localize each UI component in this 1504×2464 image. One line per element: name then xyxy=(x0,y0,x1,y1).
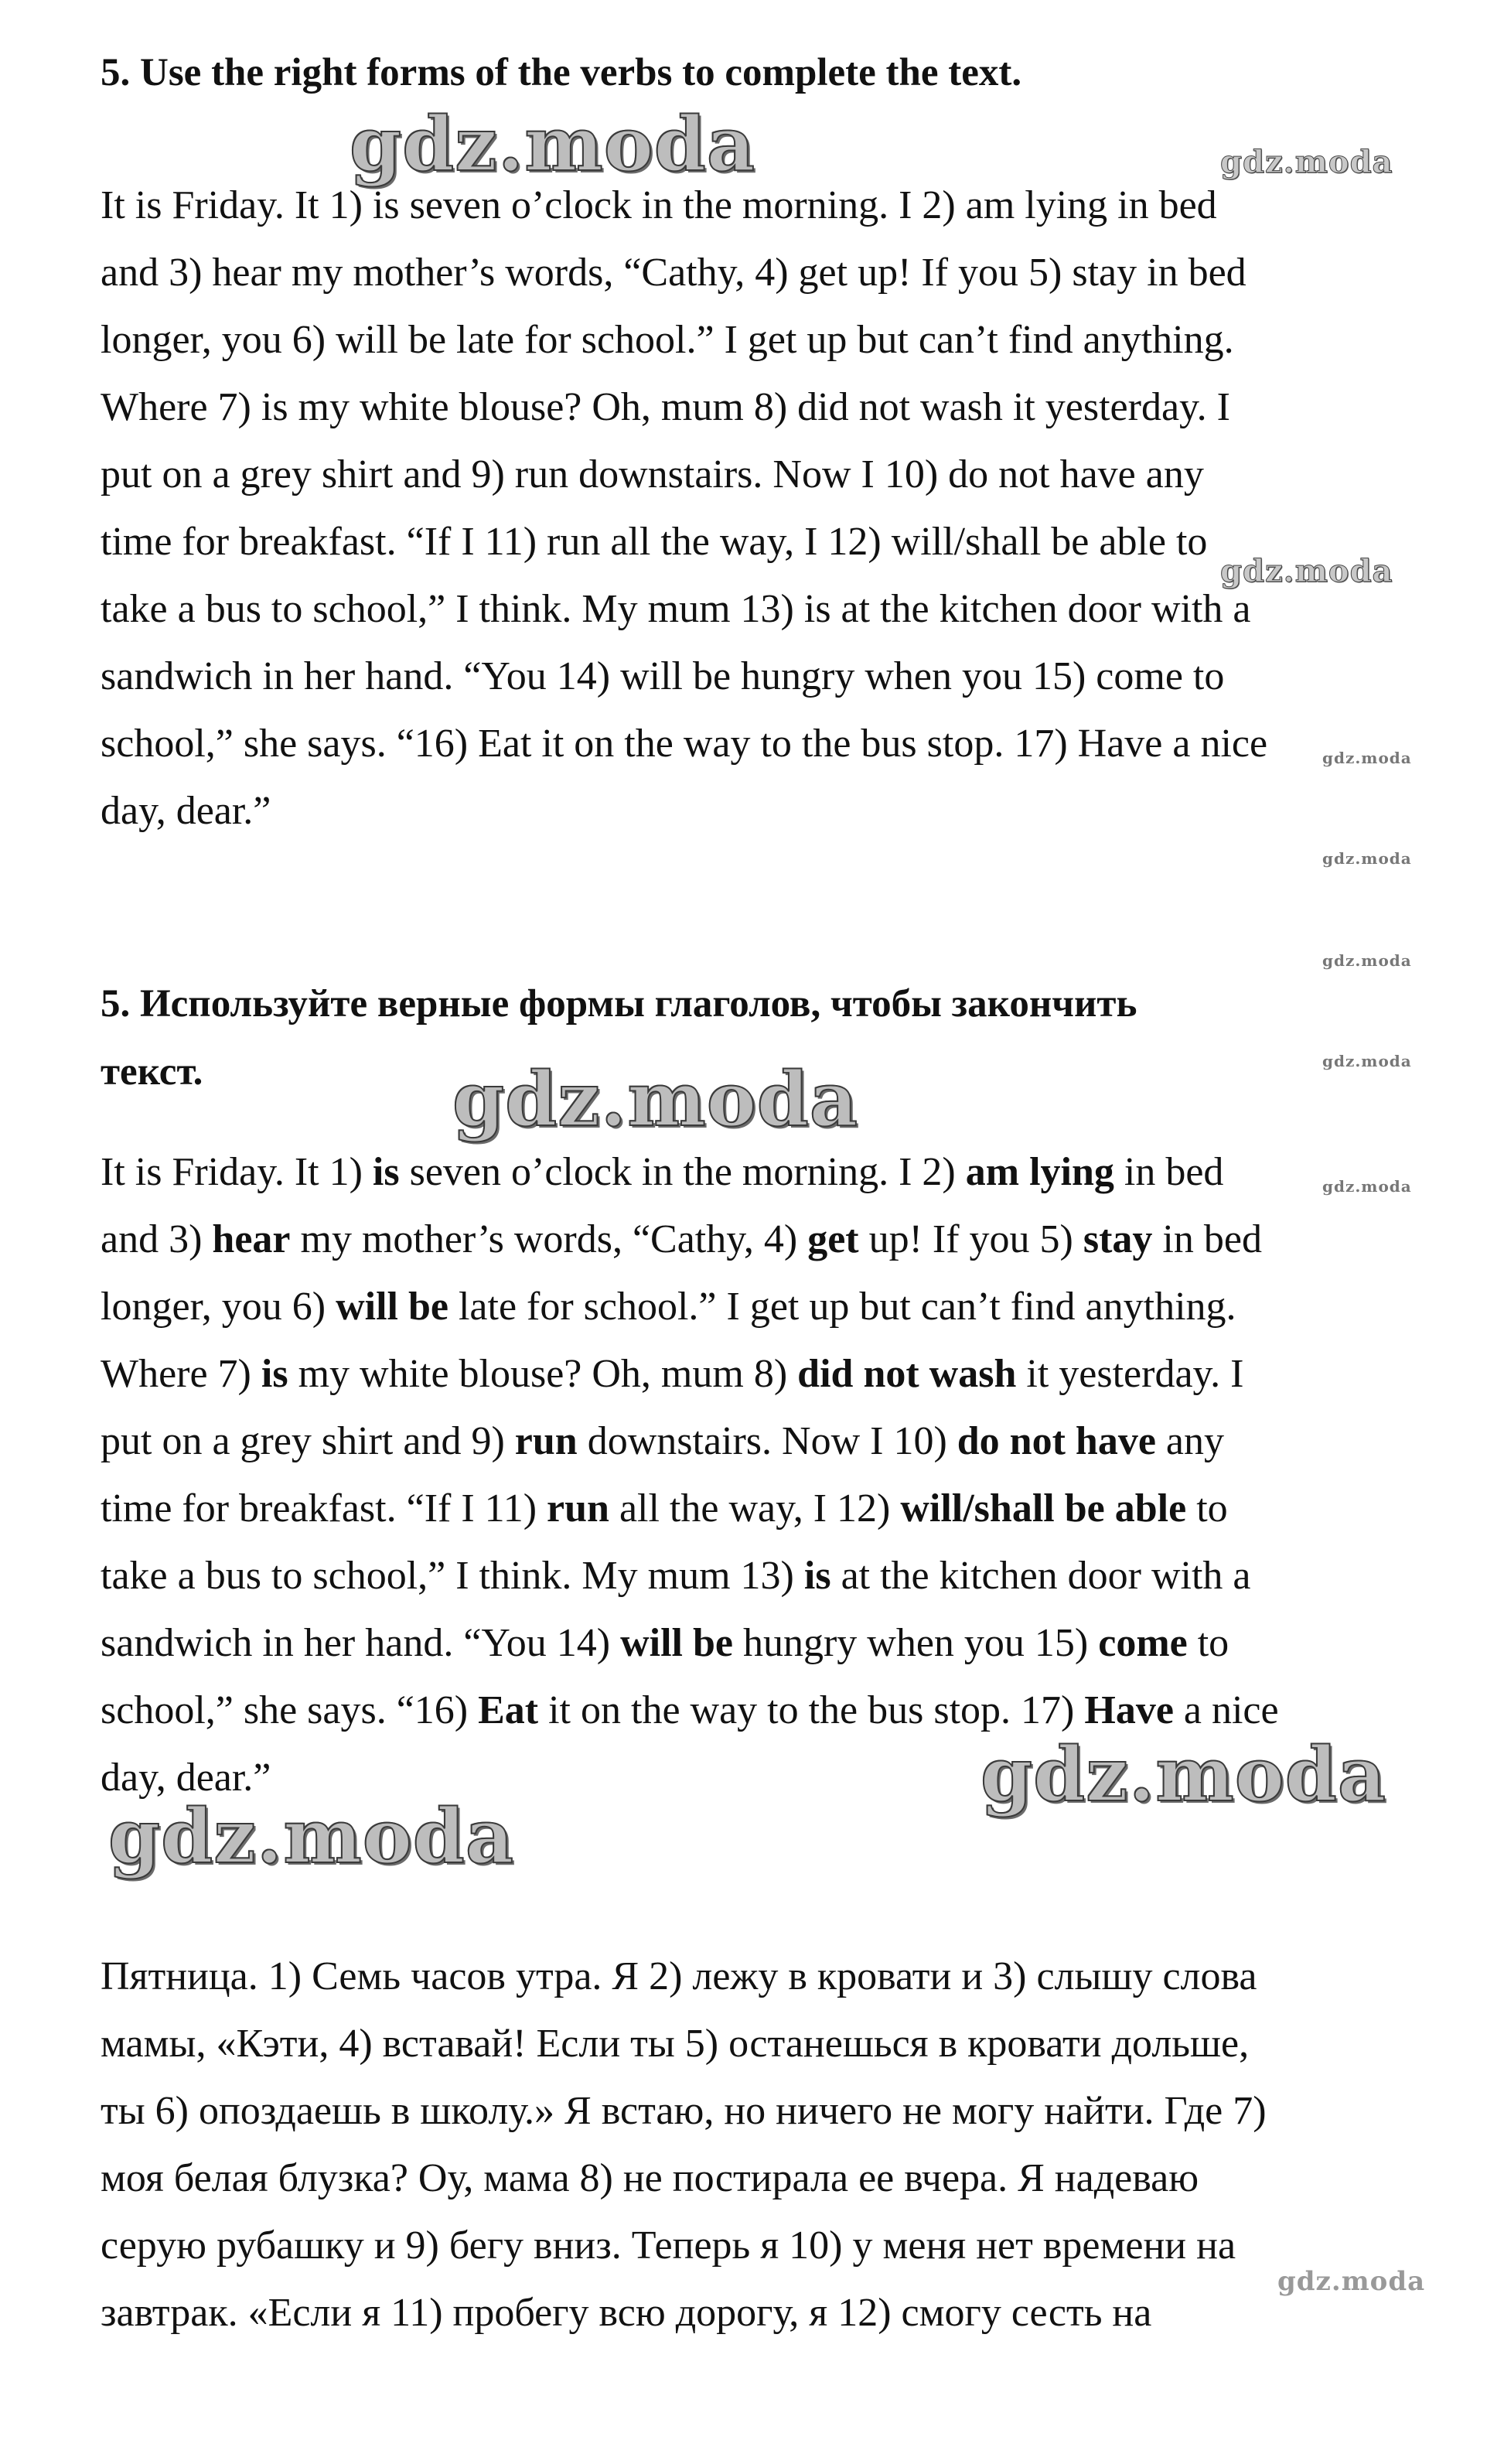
answer-verb: will/shall be able xyxy=(900,1486,1187,1531)
text-segment: all the way, I 12) xyxy=(609,1486,901,1531)
text-line xyxy=(101,1408,1431,1475)
text-segment: it yesterday. I xyxy=(1016,1352,1244,1396)
text-segment: It is Friday. It 1) xyxy=(101,1150,373,1194)
task-heading-ru xyxy=(101,970,1384,1106)
text-line: моя белая блузка? Оу, мама 8) не постирала ее вчера. Я надеваю xyxy=(101,2156,1199,2200)
text-line xyxy=(101,1744,1431,1811)
answer-verb: Have xyxy=(1084,1688,1174,1732)
answer-verb: is xyxy=(372,1150,400,1194)
answer-verb: do not have xyxy=(957,1419,1156,1463)
text-segment: sandwich in her hand. “You 14) xyxy=(101,1621,621,1665)
watermark-logo: gdz.moda xyxy=(1322,1177,1412,1196)
text-segment: to xyxy=(1187,1621,1229,1665)
text-segment: any xyxy=(1155,1419,1225,1463)
watermark-logo: gdz.moda xyxy=(1277,2266,1426,2297)
watermark-logo: gdz.moda xyxy=(1322,849,1412,868)
text-segment: time for breakfast. “If I 11) xyxy=(101,1486,547,1531)
text-segment: seven o’clock in the morning. I 2) xyxy=(399,1150,966,1194)
text-line xyxy=(101,1542,1431,1609)
text-line xyxy=(101,1138,1431,1206)
text-segment: my white blouse? Oh, mum 8) xyxy=(288,1352,798,1396)
watermark-logo: gdz.moda xyxy=(980,1731,1387,1818)
task-heading-ru-line1: 5. Используйте верные формы глаголов, чтобы закончить xyxy=(101,982,1137,1026)
text-segment: downstairs. Now I 10) xyxy=(577,1419,957,1463)
watermark-logo: gdz.moda xyxy=(350,101,756,188)
task-text-en xyxy=(101,172,1431,845)
answer-verb: come xyxy=(1098,1621,1188,1665)
text-line: Пятница. 1) Семь часов утра. Я 2) лежу в кровати и 3) слышу слова xyxy=(101,1954,1257,1998)
answer-verb: get xyxy=(807,1217,859,1261)
text-segment: my mother’s words, “Cathy, 4) xyxy=(290,1217,808,1261)
text-line xyxy=(101,1677,1431,1744)
text-segment: day, dear.” xyxy=(101,1756,271,1800)
text-line: take a bus to school,” I think. My mum 13) is at the kitchen door with a xyxy=(101,587,1251,631)
answer-verb: is xyxy=(803,1554,831,1598)
answer-verb: Eat xyxy=(478,1688,539,1732)
watermark-logo: gdz.moda xyxy=(1322,1052,1412,1070)
text-segment: Where 7) xyxy=(101,1352,261,1396)
text-line: put on a grey shirt and 9) run downstairs. Now I 10) do not have any xyxy=(101,452,1204,497)
text-line: school,” she says. “16) Eat it on the way to the bus stop. 17) Have a nice xyxy=(101,722,1268,766)
text-segment: at the kitchen door with a xyxy=(830,1554,1251,1598)
text-segment: up! If you 5) xyxy=(858,1217,1083,1261)
answer-text-en xyxy=(101,1138,1431,1811)
watermark-logo: gdz.moda xyxy=(1322,749,1412,767)
text-line xyxy=(101,1340,1431,1408)
text-segment: in bed xyxy=(1114,1150,1224,1194)
text-segment: put on a grey shirt and 9) xyxy=(101,1419,515,1463)
text-segment: take a bus to school,” I think. My mum 13) xyxy=(101,1554,804,1598)
text-line: ты 6) опоздаешь в школу.» Я встаю, но ничего не могу найти. Где 7) xyxy=(101,2089,1267,2133)
answer-verb: stay xyxy=(1083,1217,1153,1261)
text-segment: a nice xyxy=(1173,1688,1279,1732)
text-segment: hungry when you 15) xyxy=(732,1621,1099,1665)
task-heading-ru-line2: текст. xyxy=(101,1050,203,1094)
text-line: завтрак. «Если я 11) пробегу всю дорогу, я 12) смогу сесть на xyxy=(101,2291,1152,2335)
answer-verb: will be xyxy=(336,1285,448,1329)
watermark-logo: gdz.moda xyxy=(1220,144,1393,180)
text-line: sandwich in her hand. “You 14) will be hungry when you 15) come to xyxy=(101,654,1225,698)
text-line: It is Friday. It 1) is seven o’clock in the morning. I 2) am lying in bed xyxy=(101,183,1217,227)
watermark-logo: gdz.moda xyxy=(1220,553,1393,589)
text-line xyxy=(101,1609,1431,1677)
text-segment: to xyxy=(1186,1486,1228,1531)
text-line: time for breakfast. “If I 11) run all the way, I 12) will/shall be able to xyxy=(101,520,1208,564)
watermark-logo: gdz.moda xyxy=(452,1056,859,1143)
text-line: day, dear.” xyxy=(101,789,271,833)
answer-verb: run xyxy=(514,1419,578,1463)
answer-verb: run xyxy=(547,1486,609,1531)
text-segment: longer, you 6) xyxy=(101,1285,336,1329)
text-segment: school,” she says. “16) xyxy=(101,1688,479,1732)
text-line: мамы, «Кэти, 4) вставай! Если ты 5) останешься в кровати дольше, xyxy=(101,2022,1250,2066)
text-line: and 3) hear my mother’s words, “Cathy, 4) get up! If you 5) stay in bed xyxy=(101,251,1247,295)
text-segment: and 3) xyxy=(101,1217,213,1261)
answer-verb: is xyxy=(261,1352,288,1396)
text-segment: in bed xyxy=(1152,1217,1262,1261)
text-line: longer, you 6) will be late for school.” I get up but can’t find anything. xyxy=(101,318,1234,362)
answer-verb: am lying xyxy=(965,1150,1114,1194)
text-line xyxy=(101,1475,1431,1542)
watermark-logo: gdz.moda xyxy=(108,1793,515,1880)
text-line: серую рубашку и 9) бегу вниз. Теперь я 10) у меня нет времени на xyxy=(101,2223,1236,2268)
text-line: Where 7) is my white blouse? Oh, mum 8) did not wash it yesterday. I xyxy=(101,385,1230,429)
text-line xyxy=(101,1273,1431,1340)
answer-verb: hear xyxy=(212,1217,291,1261)
answer-verb: will be xyxy=(620,1621,733,1665)
text-line xyxy=(101,1206,1431,1273)
answer-verb: did not wash xyxy=(797,1352,1017,1396)
translation-text-ru xyxy=(101,1943,1431,2346)
text-segment: it on the way to the bus stop. 17) xyxy=(538,1688,1085,1732)
watermark-logo: gdz.moda xyxy=(1322,951,1412,970)
task-heading-en: 5. Use the right forms of the verbs to complete the text. xyxy=(101,51,1022,94)
text-segment: late for school.” I get up but can’t find anything. xyxy=(448,1285,1236,1329)
